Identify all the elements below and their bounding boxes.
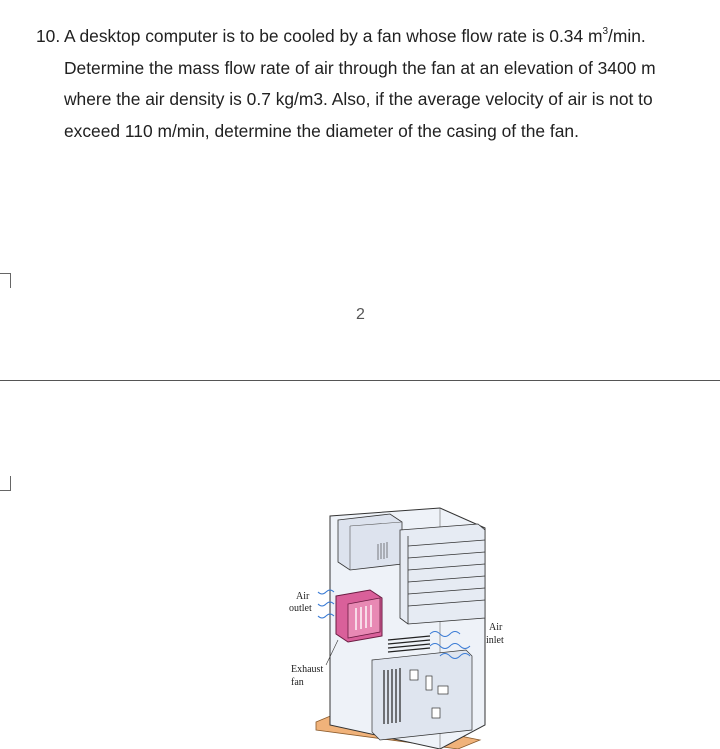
exhaust-fan-box <box>336 590 382 642</box>
problem-statement <box>36 21 706 147</box>
page-corner-mark-top <box>0 273 11 288</box>
problem-text-part2: /min. Determine the mass flow rate of air through the fan at an elevation of 3400 m where the air density is 0.7 kg/m3. Also, if the average velocity of air is not to exceed 110 m/min, determine the diameter of the casing of the fan. <box>64 26 656 141</box>
problem-text-part1: A desktop computer is to be cooled by a fan whose flow rate is 0.34 m <box>64 26 603 46</box>
superscript-exponent: 3 <box>602 26 609 37</box>
exhaust-fan-label-line2: fan <box>291 677 304 688</box>
exhaust-fan-label-line1: Exhaust <box>291 664 324 675</box>
air-outlet-label-line1: Air <box>296 591 310 602</box>
drive-bays <box>400 524 485 624</box>
air-outlet-label-line2: outlet <box>289 603 312 614</box>
page-corner-mark-bottom <box>0 476 11 491</box>
computer-case-figure <box>280 500 510 749</box>
page-number: 2 <box>356 306 365 323</box>
power-supply <box>338 514 402 570</box>
motherboard <box>372 650 472 740</box>
problem-number: 10. <box>36 26 61 46</box>
page-divider <box>0 380 720 381</box>
air-inlet-label-line1: Air <box>489 622 503 633</box>
air-inlet-label-line2: inlet <box>486 635 504 646</box>
problem-text <box>64 21 706 147</box>
